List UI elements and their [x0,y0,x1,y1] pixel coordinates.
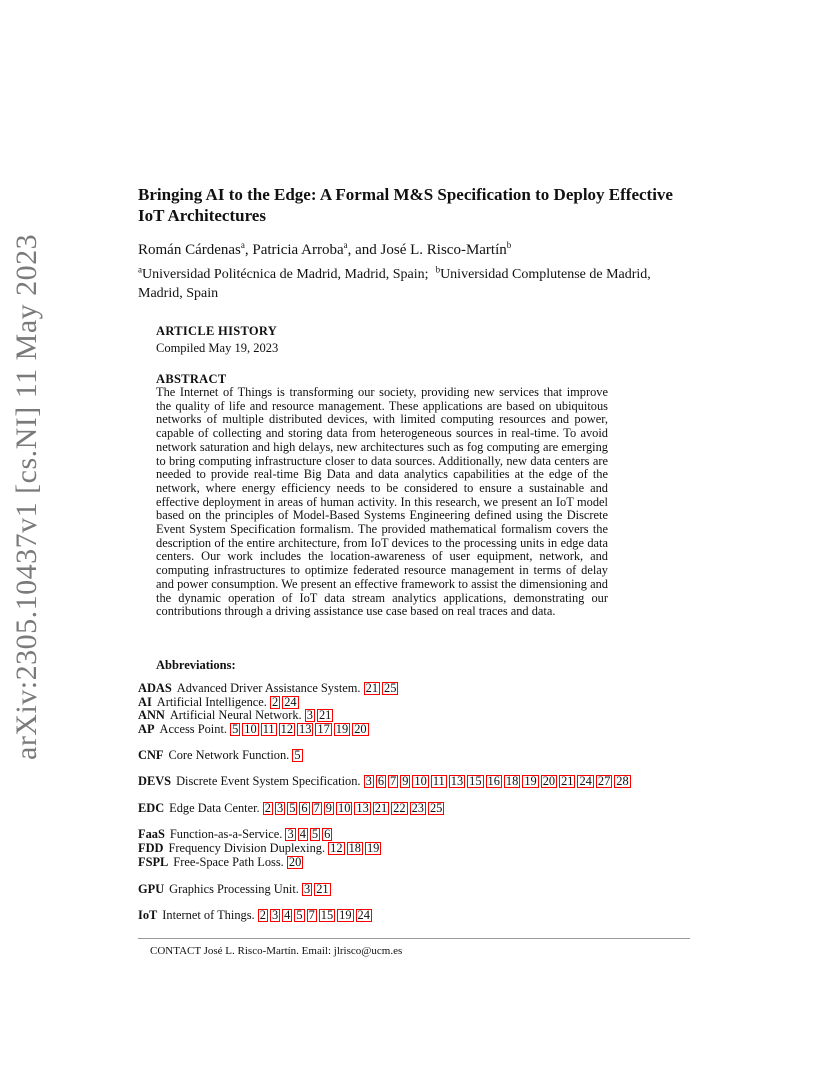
page-ref-link[interactable]: 2 [264,801,271,815]
abstract-heading: ABSTRACT [156,372,227,386]
page-ref-link[interactable]: 19 [366,841,380,855]
abbreviation-desc: Discrete Event System Specification. [176,774,361,788]
page-ref-link[interactable]: 18 [348,841,361,855]
abbreviation-entry [138,748,305,762]
page-ref-link[interactable]: 6 [301,801,308,815]
abbreviation-entry [138,882,333,896]
compiled-date: Compiled May 19, 2023 [156,341,279,355]
page-ref-link[interactable]: 13 [450,774,464,788]
page-ref-link[interactable]: 11 [432,774,445,788]
author-name: Patricia Arroba [252,242,344,258]
page-ref-link[interactable]: 10 [338,801,351,815]
affiliation-text: Universidad Politécnica de Madrid, Madrid, Spain; [142,267,429,282]
abbreviation-key: ADAS [138,681,172,695]
page-ref-link[interactable]: 21 [561,774,574,788]
abbreviation-desc: Core Network Function. [168,748,290,762]
page-ref-link[interactable]: 10 [414,774,427,788]
abbreviation-key: FDD [138,841,164,855]
contact-footnote: CONTACT José L. Risco-Martín. Email: jlrisco@ucm.es [150,945,403,957]
page-ref-link[interactable]: 25 [429,801,443,815]
page-ref-link[interactable]: 3 [306,708,313,722]
paper-title: Bringing AI to the Edge: A Formal M&S Specification to Deploy Effective IoT Architectures [138,185,673,225]
affil-mark: b [435,264,441,275]
page-ref-link[interactable]: 17 [317,722,330,736]
page-ref-link[interactable]: 5 [311,827,319,841]
abbreviation-key: AP [138,722,155,736]
page-ref-link[interactable]: 3 [276,801,284,815]
page-ref-link[interactable]: 18 [505,774,519,788]
page-ref-link[interactable]: 22 [393,801,406,815]
page-ref-link[interactable]: 24 [579,774,592,788]
author-separator: , [244,242,253,258]
page-ref-link[interactable]: 3 [271,908,279,922]
affiliations [138,265,698,303]
abbreviation-key: FaaS [138,827,165,841]
page-ref-link[interactable]: 7 [313,801,320,815]
author-separator: , and [347,242,381,258]
page-ref-link[interactable]: 6 [377,774,385,788]
abbreviation-key: EDC [138,801,165,815]
abbreviation-desc: Function-as-a-Service. [169,827,283,841]
page-ref-link[interactable]: 21 [374,801,388,815]
abbreviation-key: ANN [138,708,165,722]
page-ref-link[interactable]: 3 [304,882,311,896]
abbreviation-entry [138,774,633,788]
affiliation-text: Universidad Complutense de Madrid, Madrid, Spain [138,267,651,301]
article-history-heading: ARTICLE HISTORY [156,324,278,338]
abbreviations-heading: Abbreviations: [156,658,236,672]
page-ref-link[interactable]: 20 [542,774,556,788]
page-ref-link[interactable]: 10 [244,722,257,736]
page-ref-link[interactable]: 19 [339,908,352,922]
page-ref-link[interactable]: 24 [357,908,370,922]
page-ref-link[interactable]: 13 [299,722,312,736]
page-ref-link[interactable]: 4 [299,827,306,841]
abbreviation-desc: Graphics Processing Unit. [169,882,299,896]
page-ref-link[interactable]: 7 [390,774,397,788]
author-affil-mark: a [240,240,245,250]
page-ref-link[interactable]: 25 [384,681,397,695]
abbreviation-desc: Frequency Division Duplexing. [168,841,326,855]
page-ref-link[interactable]: 2 [259,908,266,922]
abbreviation-key: AI [138,695,152,709]
footnote-rule [138,938,690,939]
page-ref-link[interactable]: 12 [280,722,294,736]
abbreviation-key: FSPL [138,855,169,869]
page-ref-link[interactable]: 21 [365,681,379,695]
page-ref-link[interactable]: 3 [287,827,294,841]
abbreviation-entry [138,827,334,841]
arxiv-stamp: arXiv:2305.10437v1 [cs.NI] 11 May 2023 [10,233,43,760]
abbreviation-key: GPU [138,882,165,896]
page-ref-link[interactable]: 4 [284,908,291,922]
abbreviation-desc: Artificial Neural Network. [169,708,302,722]
page-ref-link[interactable]: 19 [335,722,349,736]
page-ref-link[interactable]: 7 [308,908,315,922]
page-ref-link[interactable]: 24 [284,695,297,709]
page-ref-link[interactable]: 27 [597,774,611,788]
page-ref-link[interactable]: 5 [296,908,303,922]
page-ref-link[interactable]: 15 [469,774,482,788]
author-name: José L. Risco-Martín [380,242,507,258]
abbreviation-desc: Advanced Driver Assistance System. [176,681,361,695]
abbreviation-entry [138,695,301,709]
page-ref-link[interactable]: 16 [487,774,500,788]
abbreviation-desc: Internet of Things. [162,908,255,922]
abbreviation-entry [138,855,305,869]
page-ref-link[interactable]: 2 [271,695,279,709]
page-ref-link[interactable]: 5 [232,722,239,736]
page-ref-link[interactable]: 23 [411,801,424,815]
abbreviation-key: DEVS [138,774,172,788]
page-ref-link[interactable]: 11 [262,722,275,736]
abstract-text: The Internet of Things is transforming our society, providing new services that improve the quality of life and resource management. These applications are based on ubiquitous networks of multiple distributed devices, with limited computing resources and power, capable of collecting and storing data from heterogeneous sources in real-time. To avoid network saturation and high delays, new architectures such as fog computing are emerging to bring computing infrastructure closer to data sources. Additionally, new data centers are needed to provide real-time Big Data and data analytics capabilities at the edge of the network, where energy efficiency needs to be considered to ensure a sustainable and effective deployment in areas of human activity. In this research, we present an IoT model based on the principles of Model-Based Systems Engineering defined using the Discrete Event System Specification formalism. The provided mathematical formalism covers the description of the entire architecture, from IoT devices to the processing units in edge data centers. Our work includes the location-awareness of user equipment, network, and computing infrastructures to optimize federated resource management in terms of delay and power consumption. We present an effective framework to assist the dimensioning and the dynamic operation of IoT data stream analytics applications, demonstrating our contributions through a driving assistance use case based on real traces and data. [156,385,608,619]
page-ref-link[interactable]: 6 [324,827,331,841]
abbreviation-entry [138,708,335,722]
abbreviation-entry [138,841,383,855]
abbreviation-entry [138,681,400,695]
abbreviation-desc: Edge Data Center. [169,801,260,815]
author-affil-mark: b [506,240,512,250]
author-name: Román Cárdenas [138,242,241,258]
abbreviation-key: IoT [138,908,158,922]
page-ref-link[interactable]: 9 [325,801,332,815]
page-ref-link[interactable]: 12 [330,841,343,855]
page-ref-link[interactable]: 21 [318,708,332,722]
affil-mark: a [138,264,142,275]
page-ref-link[interactable]: 28 [616,774,629,788]
abbreviation-desc: Access Point. [159,722,227,736]
author-affil-mark: a [343,240,348,250]
page-ref-link[interactable]: 9 [402,774,409,788]
author-list [138,242,511,259]
abbreviation-desc: Free-Space Path Loss. [173,855,284,869]
abbreviation-desc: Artificial Intelligence. [156,695,267,709]
page-ref-link[interactable]: 3 [365,774,372,788]
page-ref-link[interactable]: 19 [524,774,537,788]
page-ref-link[interactable]: 5 [289,801,296,815]
page-ref-link[interactable]: 20 [354,722,367,736]
abbreviation-key: CNF [138,748,164,762]
abbreviation-entry [138,722,371,736]
page-ref-link[interactable]: 13 [356,801,369,815]
page-ref-link[interactable]: 20 [288,855,302,869]
page-ref-link[interactable]: 15 [320,908,334,922]
abbreviation-entry [138,801,446,815]
abbreviation-entry [138,908,374,922]
page-ref-link[interactable]: 5 [294,748,301,762]
page-ref-link[interactable]: 21 [316,882,329,896]
